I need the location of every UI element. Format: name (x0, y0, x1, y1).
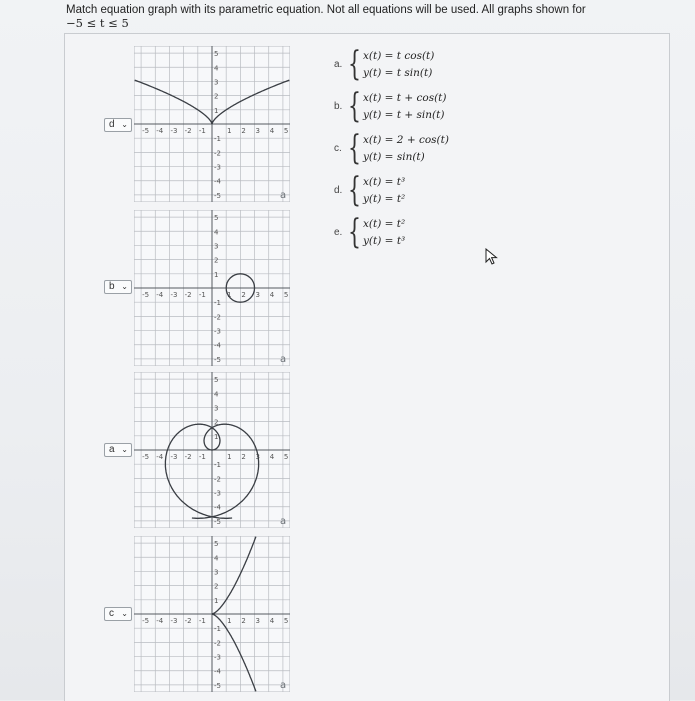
select-value: a (109, 444, 115, 455)
y-tick-label: 3 (214, 78, 219, 87)
equation-y: y(t) = t + sin(t) (363, 109, 445, 121)
brace-icon: { (348, 170, 361, 210)
x-tick-label: 2 (241, 453, 246, 461)
y-tick-label: 2 (214, 582, 219, 591)
parameter-range: −5 ≤ t ≤ 5 (66, 16, 129, 30)
x-tick-label: 5 (283, 291, 289, 299)
x-tick-label: -1 (198, 617, 206, 625)
y-tick-label: 1 (214, 106, 219, 115)
question-title: Match equation graph with its parametric equation. Not all equations will be used. All graphs shown for (66, 4, 586, 16)
select-value: b (109, 281, 115, 292)
x-tick-label: 2 (241, 291, 246, 299)
y-tick-label: 2 (214, 92, 219, 101)
y-tick-label: -4 (214, 667, 221, 676)
match-select-graph-4[interactable] (104, 607, 132, 621)
x-tick-label: -3 (170, 291, 178, 299)
equation-b (330, 86, 530, 128)
equation-d (330, 170, 530, 212)
x-tick-label: 3 (255, 453, 261, 461)
y-tick-label: -5 (214, 191, 221, 200)
x-tick-label: -3 (170, 127, 178, 135)
y-tick-label: -2 (214, 475, 221, 484)
y-tick-label: 4 (214, 228, 219, 237)
graph-2 (134, 210, 290, 366)
x-tick-label: -5 (142, 127, 150, 135)
equation-x: x(t) = t + cos(t) (363, 92, 447, 104)
x-tick-label: -3 (170, 453, 178, 461)
x-tick-label: 5 (283, 617, 289, 625)
x-tick-label: -5 (142, 617, 150, 625)
x-tick-label: -2 (184, 291, 192, 299)
x-tick-label: 1 (227, 127, 232, 135)
y-tick-label: -1 (214, 299, 221, 308)
x-tick-label: -2 (184, 127, 192, 135)
x-tick-label: 3 (255, 127, 261, 135)
x-tick-label: -5 (142, 453, 150, 461)
y-tick-label: 3 (214, 568, 219, 577)
equation-x: x(t) = t³ (363, 176, 406, 188)
y-tick-label: 4 (214, 390, 219, 399)
equation-c (330, 128, 530, 170)
y-tick-label: -1 (214, 461, 221, 470)
brace-icon: { (348, 212, 361, 252)
brace-icon: { (348, 86, 361, 126)
x-tick-label: 1 (227, 453, 232, 461)
y-tick-label: -2 (214, 639, 221, 648)
x-tick-label: -4 (156, 127, 164, 135)
x-tick-label: 5 (283, 127, 289, 135)
x-tick-label: 1 (227, 617, 232, 625)
chevron-down-icon: ⌄ (121, 282, 128, 291)
chevron-down-icon: ⌄ (121, 445, 128, 454)
chevron-down-icon: ⌄ (121, 120, 128, 129)
equation-label: a. (334, 59, 343, 70)
y-tick-label: 3 (214, 404, 219, 413)
x-tick-label: -4 (156, 453, 164, 461)
match-select-graph-1[interactable] (104, 118, 132, 132)
match-select-graph-3[interactable] (104, 443, 132, 457)
x-tick-label: -4 (156, 617, 164, 625)
equation-list (330, 44, 530, 258)
y-tick-label: 5 (214, 50, 219, 59)
x-tick-label: 2 (241, 127, 246, 135)
y-tick-label: -3 (214, 163, 221, 172)
equation-y: y(t) = t³ (363, 235, 406, 247)
select-value: d (109, 119, 115, 130)
graph-4 (134, 536, 290, 692)
x-tick-label: 3 (255, 291, 261, 299)
y-tick-label: 1 (214, 432, 219, 441)
y-tick-label: 1 (214, 596, 219, 605)
x-tick-label: 1 (227, 291, 232, 299)
x-tick-label: 3 (255, 617, 261, 625)
x-tick-label: -4 (156, 291, 164, 299)
y-tick-label: -1 (214, 135, 221, 144)
x-tick-label: 4 (269, 127, 275, 135)
x-tick-label: -2 (184, 617, 192, 625)
equation-label: b. (334, 101, 343, 112)
equation-y: y(t) = sin(t) (363, 151, 425, 163)
x-tick-label: -1 (198, 453, 206, 461)
y-tick-label: 1 (214, 270, 219, 279)
x-tick-label: -1 (198, 127, 206, 135)
brace-icon: { (348, 44, 361, 84)
y-tick-label: -2 (214, 313, 221, 322)
graph-corner-label: a (280, 190, 287, 201)
mouse-cursor-icon (485, 248, 499, 266)
equation-e (330, 212, 530, 254)
y-tick-label: 4 (214, 64, 219, 73)
x-tick-label: 4 (269, 291, 275, 299)
y-tick-label: -5 (214, 517, 221, 526)
equation-x: x(t) = 2 + cos(t) (363, 134, 449, 146)
y-tick-label: -3 (214, 489, 221, 498)
y-tick-label: -5 (214, 355, 221, 364)
x-tick-label: -3 (170, 617, 178, 625)
match-select-graph-2[interactable] (104, 280, 132, 294)
y-tick-label: -3 (214, 327, 221, 336)
graph-corner-label: a (280, 680, 287, 691)
graph-3 (134, 372, 290, 528)
equation-label: d. (334, 185, 343, 196)
y-tick-label: 3 (214, 242, 219, 251)
y-tick-label: 5 (214, 376, 219, 385)
equation-label: e. (334, 227, 343, 238)
equation-x: x(t) = t cos(t) (363, 50, 435, 62)
select-value: c (109, 608, 114, 619)
equation-label: c. (334, 143, 342, 154)
graph-corner-label: a (280, 354, 287, 365)
y-tick-label: 4 (214, 554, 219, 563)
y-tick-label: -5 (214, 681, 221, 690)
y-tick-label: -4 (214, 503, 221, 512)
equation-y: y(t) = t² (363, 193, 406, 205)
equation-y: y(t) = t sin(t) (363, 67, 433, 79)
y-tick-label: -3 (214, 653, 221, 662)
y-tick-label: 5 (214, 540, 219, 549)
x-tick-label: -2 (184, 453, 192, 461)
graph-1 (134, 46, 290, 202)
y-tick-label: 2 (214, 418, 219, 427)
x-tick-label: 5 (283, 453, 289, 461)
brace-icon: { (348, 128, 361, 168)
x-tick-label: -5 (142, 291, 150, 299)
x-tick-label: 2 (241, 617, 246, 625)
graph-corner-label: a (280, 516, 287, 527)
x-tick-label: 4 (269, 453, 275, 461)
y-tick-label: -4 (214, 341, 221, 350)
y-tick-label: -4 (214, 177, 221, 186)
equation-x: x(t) = t² (363, 218, 406, 230)
x-tick-label: -1 (198, 291, 206, 299)
y-tick-label: 5 (214, 214, 219, 223)
y-tick-label: 2 (214, 256, 219, 265)
y-tick-label: -2 (214, 149, 221, 158)
chevron-down-icon: ⌄ (121, 609, 128, 618)
equation-a (330, 44, 530, 86)
y-tick-label: -1 (214, 625, 221, 634)
x-tick-label: 4 (269, 617, 275, 625)
